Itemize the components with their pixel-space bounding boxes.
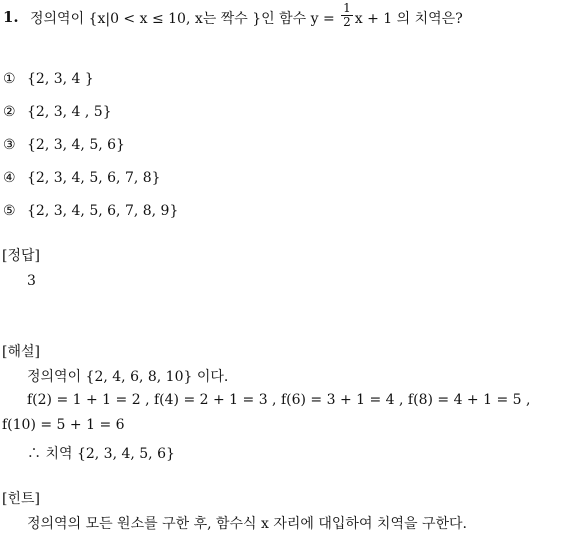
fraction <box>341 2 353 29</box>
option-marker: ⑤ <box>3 203 16 219</box>
hint-label: [힌트] <box>2 491 40 507</box>
option-text: {2, 3, 4, 5, 6, 7, 8, 9} <box>27 203 179 219</box>
question-text <box>30 0 463 29</box>
explanation-line-1: 정의역이 {2, 4, 6, 8, 10} 이다. <box>27 369 229 385</box>
option-marker: ③ <box>3 137 16 153</box>
option-marker: ② <box>3 104 16 120</box>
option-text: {2, 3, 4 , 5} <box>27 104 112 120</box>
fraction-denominator: 2 <box>343 14 351 29</box>
question-text-before: 정의역이 {x|0 < x ≤ 10, x는 짝수 }인 함수 y = <box>30 11 340 27</box>
answer-value: 3 <box>27 273 36 289</box>
explanation-line-3: f(10) = 5 + 1 = 6 <box>2 417 125 433</box>
answer-label: [정답] <box>2 248 40 264</box>
fraction-numerator: 1 <box>343 0 351 15</box>
option-5[interactable] <box>3 203 178 219</box>
option-text: {2, 3, 4 } <box>27 71 94 87</box>
option-marker: ① <box>3 71 16 87</box>
option-4[interactable] <box>3 170 161 186</box>
option-2[interactable] <box>3 104 112 120</box>
explanation-label: [해설] <box>2 344 40 360</box>
explanation-line-2: f(2) = 1 + 1 = 2 , f(4) = 2 + 1 = 3 , f(6) = 3 + 1 = 4 , f(8) = 4 + 1 = 5 , <box>27 392 531 408</box>
option-text: {2, 3, 4, 5, 6, 7, 8} <box>27 170 161 186</box>
hint-text: 정의역의 모든 원소를 구한 후, 함수식 x 자리에 대입하여 치역을 구한다. <box>27 516 467 532</box>
option-1[interactable] <box>3 71 94 87</box>
question-text-after: x + 1 의 치역은? <box>354 11 463 27</box>
option-text: {2, 3, 4, 5, 6} <box>27 137 125 153</box>
question-number: 1. <box>3 8 19 26</box>
option-3[interactable] <box>3 137 125 153</box>
explanation-line-4: ∴ 치역 {2, 3, 4, 5, 6} <box>27 446 175 462</box>
option-marker: ④ <box>3 170 16 186</box>
